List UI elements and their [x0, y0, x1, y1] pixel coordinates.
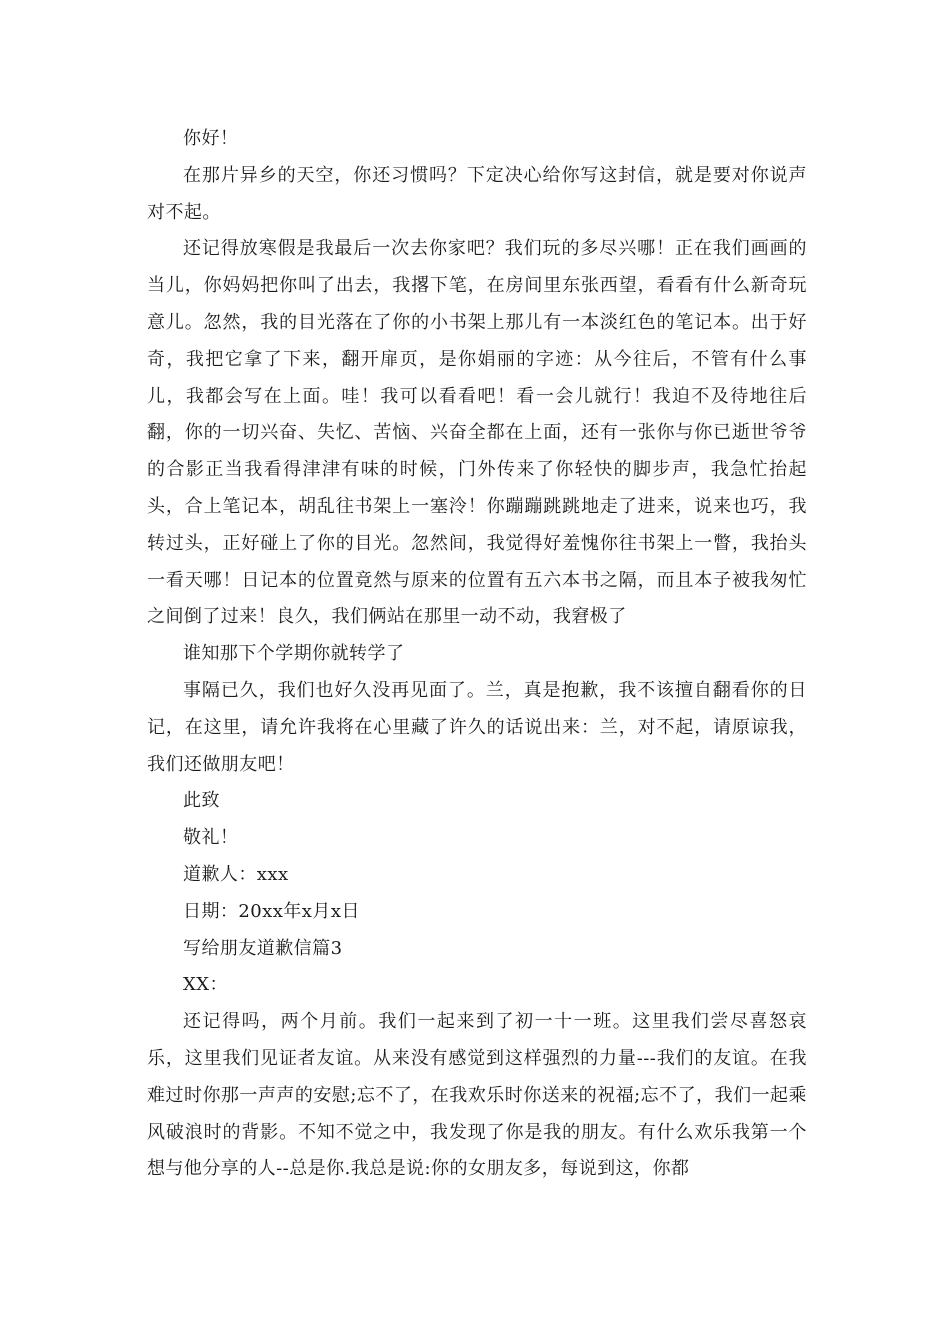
letter2-greeting: XX： [183, 974, 228, 996]
letter2-paragraph-1: 还记得吗，两个月前。我们一起来到了初一十一班。这里我们尝尽喜怒哀乐，这里我们见证者友谊。从来没有感觉到这样强烈的力量---我们的友谊。在我难过时你那一声声的安慰;忘不了，在我欢乐时你送来的祝福;忘不了，我们一起乘风破浪时的背影。不知不觉之中，我发现了你是我的朋友。有什么欢乐我第一个想与他分享的人--总是你.我总是说:你的女朋友多，每说到这，你都 [147, 1011, 807, 1180]
letter-greeting: 你好！ [183, 128, 239, 149]
letter-closing-2: 敬礼！ [183, 827, 239, 849]
letter-signer: 道歉人：xxx [183, 863, 289, 885]
letter-date: 日期：20xx年x月x日 [183, 900, 360, 922]
letter-paragraph-3: 谁知那下个学期你就转学了 [183, 643, 405, 665]
section-title: 写给朋友道歉信篇3 [183, 937, 343, 959]
letter-paragraph-2: 还记得放寒假是我最后一次去你家吧？我们玩的多尽兴哪！正在我们画画的当儿，你妈妈把你叫了出去，我撂下笔，在房间里东张西望，看看有什么新奇玩意儿。忽然，我的目光落在了你的小书架上那儿有一本淡红色的笔记本。出于好奇，我把它拿了下来，翻开扉页，是你娟丽的字迹：从今往后，不管有什么事儿，我都会写在上面。哇！我可以看看吧！看一会儿就行！我迫不及待地往后翻，你的一切兴奋、失忆、苦恼、兴奋全都在上面，还有一张你与你已逝世爷爷的合影正当我看得津津有味的时候，门外传来了你轻快的脚步声，我急忙抬起头，合上笔记本，胡乱往书架上一塞泠！你蹦蹦跳跳地走了进来，说来也巧，我转过头，正好碰上了你的目光。忽然间，我觉得好羞愧你往书架上一瞥，我抬头一看天哪！日记本的位置竟然与原来的位置有五六本书之隔，而且本子被我匆忙之间倒了过来！良久，我们俩站在那里一动不动，我窘极了 [147, 238, 807, 628]
letter-closing-1: 此致 [183, 790, 220, 812]
letter-paragraph-1: 在那片异乡的天空，你还习惯吗？下定决心给你写这封信，就是要对你说声对不起。 [147, 164, 807, 223]
document-page [147, 121, 807, 1188]
letter-paragraph-4: 事隔已久，我们也好久没再见面了。兰，真是抱歉，我不该擅自翻看你的日记，在这里，请允许我将在心里藏了许久的话说出来：兰，对不起，请原谅我，我们还做朋友吧！ [147, 679, 807, 775]
